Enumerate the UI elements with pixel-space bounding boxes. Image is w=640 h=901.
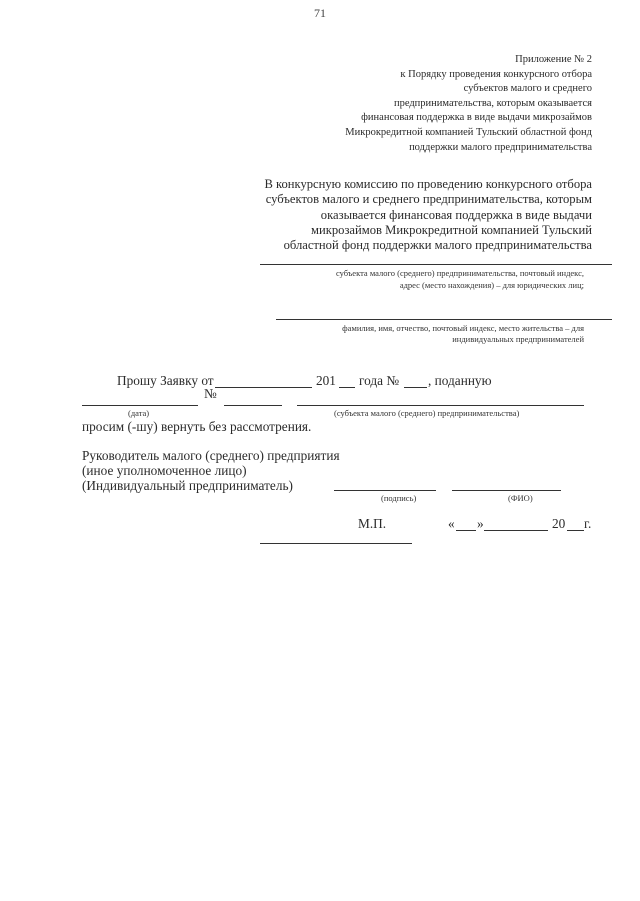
- signatory-line: (Индивидуальный предприниматель): [82, 478, 293, 493]
- appendix-header: [345, 53, 592, 155]
- appendix-line: предпринимательства, которым оказывается: [393, 97, 592, 109]
- number-field-line[interactable]: [224, 405, 282, 406]
- addressee-line: В конкурсную комиссию по проведению конкурсного отбора: [264, 177, 592, 191]
- month-field-line[interactable]: [484, 530, 548, 531]
- signatory-line: Руководитель малого (среднего) предприятия: [82, 448, 340, 463]
- bottom-line: [260, 543, 412, 544]
- number-sign: №: [204, 386, 217, 401]
- legal-entity-caption-2: адрес (место нахождения) – для юридических лиц;: [399, 280, 584, 290]
- appendix-line: Микрокредитной компанией Тульский областной фонд: [345, 126, 592, 138]
- date-quote-close: »: [477, 516, 484, 531]
- legal-entity-field-line[interactable]: [260, 264, 612, 265]
- request-prefix: Прошу Заявку от: [117, 373, 214, 388]
- appendix-line: поддержки малого предпринимательства: [409, 141, 592, 153]
- individual-caption: фамилия, имя, отчество, почтовый индекс, место жительства – для: [342, 323, 584, 333]
- request-year-word: года №: [359, 373, 400, 388]
- appendix-line: субъектов малого и среднего: [463, 83, 592, 95]
- addressee-line: субъектов малого и среднего предпринимательства, которым: [265, 192, 592, 207]
- return-request-text: просим (-шу) вернуть без рассмотрения.: [82, 419, 312, 434]
- addressee-block: [264, 177, 592, 253]
- day-field-line[interactable]: [456, 530, 476, 531]
- date-caption: (дата): [128, 408, 150, 418]
- page-number: 71: [314, 6, 326, 20]
- appendix-line: финансовая поддержка в виде выдачи микрозаймов: [361, 112, 592, 124]
- appendix-line: Приложение № 2: [515, 54, 592, 65]
- year-suffix: г.: [584, 516, 592, 531]
- addressee-line: оказывается финансовая поддержка в виде выдачи: [320, 207, 592, 222]
- subject-field-line[interactable]: [297, 405, 584, 406]
- stamp-mark: М.П.: [358, 516, 387, 531]
- request-number-field[interactable]: [404, 387, 427, 388]
- request-date-field[interactable]: [215, 387, 312, 388]
- signature-field-line[interactable]: [334, 490, 436, 491]
- year-prefix: 20: [552, 516, 566, 531]
- year-field-line[interactable]: [567, 530, 584, 531]
- individual-field-line[interactable]: [276, 319, 612, 320]
- appendix-line: к Порядку проведения конкурсного отбора: [400, 68, 592, 80]
- individual-caption-2: индивидуальных предпринимателей: [452, 334, 584, 344]
- request-year-field[interactable]: [339, 387, 355, 388]
- fio-caption: (ФИО): [508, 493, 533, 503]
- addressee-line: микрозаймов Микрокредитной компанией Тульский: [311, 222, 592, 237]
- addressee-line: областной фонд поддержки малого предпринимательства: [283, 238, 592, 253]
- signature-caption: (подпись): [381, 493, 417, 503]
- legal-entity-caption: субъекта малого (среднего) предпринимательства, почтовый индекс,: [336, 268, 584, 278]
- subject-caption: (субъекта малого (среднего) предпринимательства): [334, 408, 520, 418]
- date-quote-open: «: [448, 516, 455, 531]
- fio-field-line[interactable]: [452, 490, 561, 491]
- signatory-line: (иное уполномоченное лицо): [82, 463, 247, 478]
- date-field-line[interactable]: [82, 405, 198, 406]
- request-submitted: , поданную: [428, 373, 492, 388]
- request-year-prefix: 201: [316, 373, 336, 388]
